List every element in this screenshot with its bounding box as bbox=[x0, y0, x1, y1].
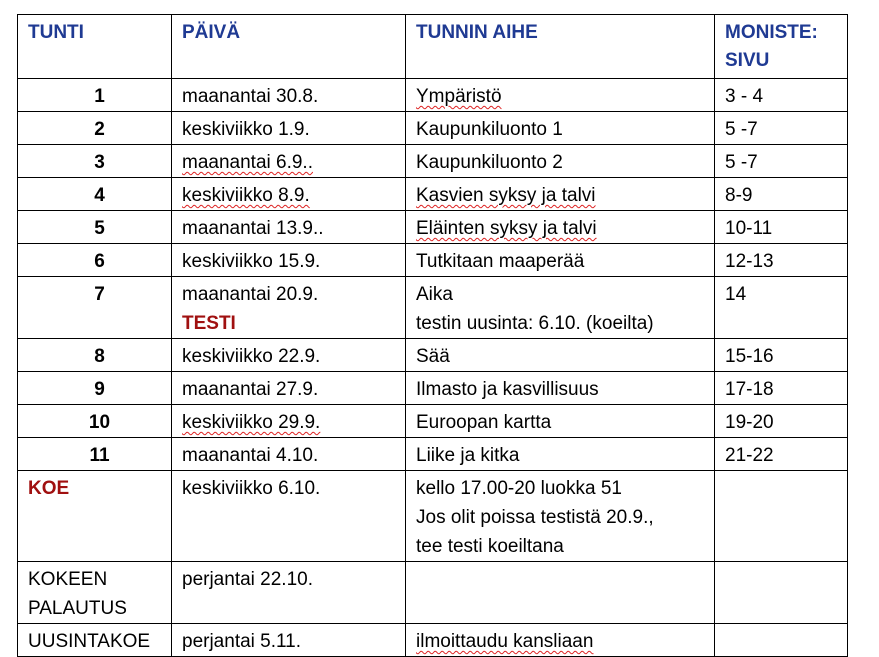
return-pages bbox=[715, 562, 848, 624]
lesson-topic bbox=[406, 211, 715, 244]
lesson-topic: Kaupunkiluonto 2 bbox=[406, 145, 715, 178]
lesson-pages: 3 - 4 bbox=[715, 79, 848, 112]
return-label-line: KOKEEN bbox=[28, 569, 108, 590]
lesson-number: 9 bbox=[18, 372, 172, 405]
lesson-pages: 15-16 bbox=[715, 339, 848, 372]
lesson-date: keskiviikko 1.9. bbox=[172, 112, 406, 145]
exam-info-line: tee testi koeiltana bbox=[416, 536, 564, 557]
table-row bbox=[18, 145, 848, 178]
lesson-number: 1 bbox=[18, 79, 172, 112]
retake-date: perjantai 5.11. bbox=[172, 624, 406, 657]
lesson-topic-text: Aika bbox=[416, 284, 453, 305]
header-paiva: PÄIVÄ bbox=[172, 15, 406, 79]
table-row bbox=[18, 405, 848, 438]
lesson-topic-text: Kasvien syksy ja talvi bbox=[416, 185, 596, 206]
lesson-number: 10 bbox=[18, 405, 172, 438]
lesson-date: maanantai 27.9. bbox=[172, 372, 406, 405]
table-row bbox=[18, 112, 848, 145]
header-row bbox=[18, 15, 848, 79]
lesson-number: 7 bbox=[18, 277, 172, 339]
lesson-date bbox=[172, 145, 406, 178]
lesson-topic bbox=[406, 79, 715, 112]
lesson-topic: Tutkitaan maaperää bbox=[406, 244, 715, 277]
lesson-topic: Kaupunkiluonto 1 bbox=[406, 112, 715, 145]
table-row bbox=[18, 211, 848, 244]
table-row bbox=[18, 178, 848, 211]
lesson-number: 5 bbox=[18, 211, 172, 244]
lesson-date: maanantai 30.8. bbox=[172, 79, 406, 112]
header-moniste bbox=[715, 15, 848, 79]
exam-info-line: kello 17.00-20 luokka 51 bbox=[416, 478, 622, 499]
exam-date: keskiviikko 6.10. bbox=[172, 471, 406, 562]
lesson-date-text: keskiviikko 29.9. bbox=[182, 412, 321, 433]
lesson-pages: 10-11 bbox=[715, 211, 848, 244]
return-label bbox=[18, 562, 172, 624]
lesson-date bbox=[172, 277, 406, 339]
return-info bbox=[406, 562, 715, 624]
lesson-date: keskiviikko 15.9. bbox=[172, 244, 406, 277]
lesson-topic: Liike ja kitka bbox=[406, 438, 715, 471]
retake-pages bbox=[715, 624, 848, 657]
lesson-date-text: keskiviikko 8.9. bbox=[182, 185, 310, 206]
lesson-number: 6 bbox=[18, 244, 172, 277]
lesson-number: 4 bbox=[18, 178, 172, 211]
lesson-date-text: maanantai 6.9.. bbox=[182, 152, 313, 173]
return-label-line: PALAUTUS bbox=[28, 598, 127, 619]
lesson-pages: 5 -7 bbox=[715, 145, 848, 178]
lesson-topic-text: Eläinten syksy ja talvi bbox=[416, 218, 597, 239]
lesson-pages: 21-22 bbox=[715, 438, 848, 471]
lesson-date bbox=[172, 405, 406, 438]
retake-info-text: ilmoittaudu kansliaan bbox=[416, 631, 594, 652]
lesson-date: maanantai 4.10. bbox=[172, 438, 406, 471]
lesson-topic-text: Ympäristö bbox=[416, 86, 502, 107]
lesson-number: 3 bbox=[18, 145, 172, 178]
table-row bbox=[18, 277, 848, 339]
table-row bbox=[18, 79, 848, 112]
retake-row bbox=[18, 624, 848, 657]
test-label: TESTI bbox=[182, 313, 236, 334]
exam-label: KOE bbox=[18, 471, 172, 562]
lesson-date: maanantai 13.9.. bbox=[172, 211, 406, 244]
lesson-topic: Sää bbox=[406, 339, 715, 372]
lesson-number: 8 bbox=[18, 339, 172, 372]
lesson-pages: 8-9 bbox=[715, 178, 848, 211]
lesson-pages: 19-20 bbox=[715, 405, 848, 438]
retake-info bbox=[406, 624, 715, 657]
schedule-table bbox=[17, 14, 848, 657]
header-aihe: TUNNIN AIHE bbox=[406, 15, 715, 79]
retake-note: testin uusinta: 6.10. (koeilta) bbox=[416, 313, 654, 334]
lesson-number: 2 bbox=[18, 112, 172, 145]
retake-label: UUSINTAKOE bbox=[18, 624, 172, 657]
lesson-topic: Euroopan kartta bbox=[406, 405, 715, 438]
lesson-topic bbox=[406, 178, 715, 211]
table-row bbox=[18, 372, 848, 405]
exam-info-line: Jos olit poissa testistä 20.9., bbox=[416, 507, 654, 528]
exam-info bbox=[406, 471, 715, 562]
lesson-number: 11 bbox=[18, 438, 172, 471]
table-row bbox=[18, 438, 848, 471]
lesson-pages: 17-18 bbox=[715, 372, 848, 405]
lesson-date: keskiviikko 22.9. bbox=[172, 339, 406, 372]
header-sivu-label: SIVU bbox=[725, 50, 770, 71]
header-tunti: TUNTI bbox=[18, 15, 172, 79]
lesson-topic bbox=[406, 277, 715, 339]
lesson-topic: Ilmasto ja kasvillisuus bbox=[406, 372, 715, 405]
return-row bbox=[18, 562, 848, 624]
lesson-pages: 12-13 bbox=[715, 244, 848, 277]
return-date: perjantai 22.10. bbox=[172, 562, 406, 624]
lesson-pages: 14 bbox=[715, 277, 848, 339]
lesson-pages: 5 -7 bbox=[715, 112, 848, 145]
header-moniste-label: MONISTE: bbox=[725, 22, 818, 43]
table-row bbox=[18, 339, 848, 372]
exam-pages bbox=[715, 471, 848, 562]
table-row bbox=[18, 244, 848, 277]
lesson-date bbox=[172, 178, 406, 211]
exam-row bbox=[18, 471, 848, 562]
lesson-date-text: maanantai 20.9. bbox=[182, 284, 319, 305]
